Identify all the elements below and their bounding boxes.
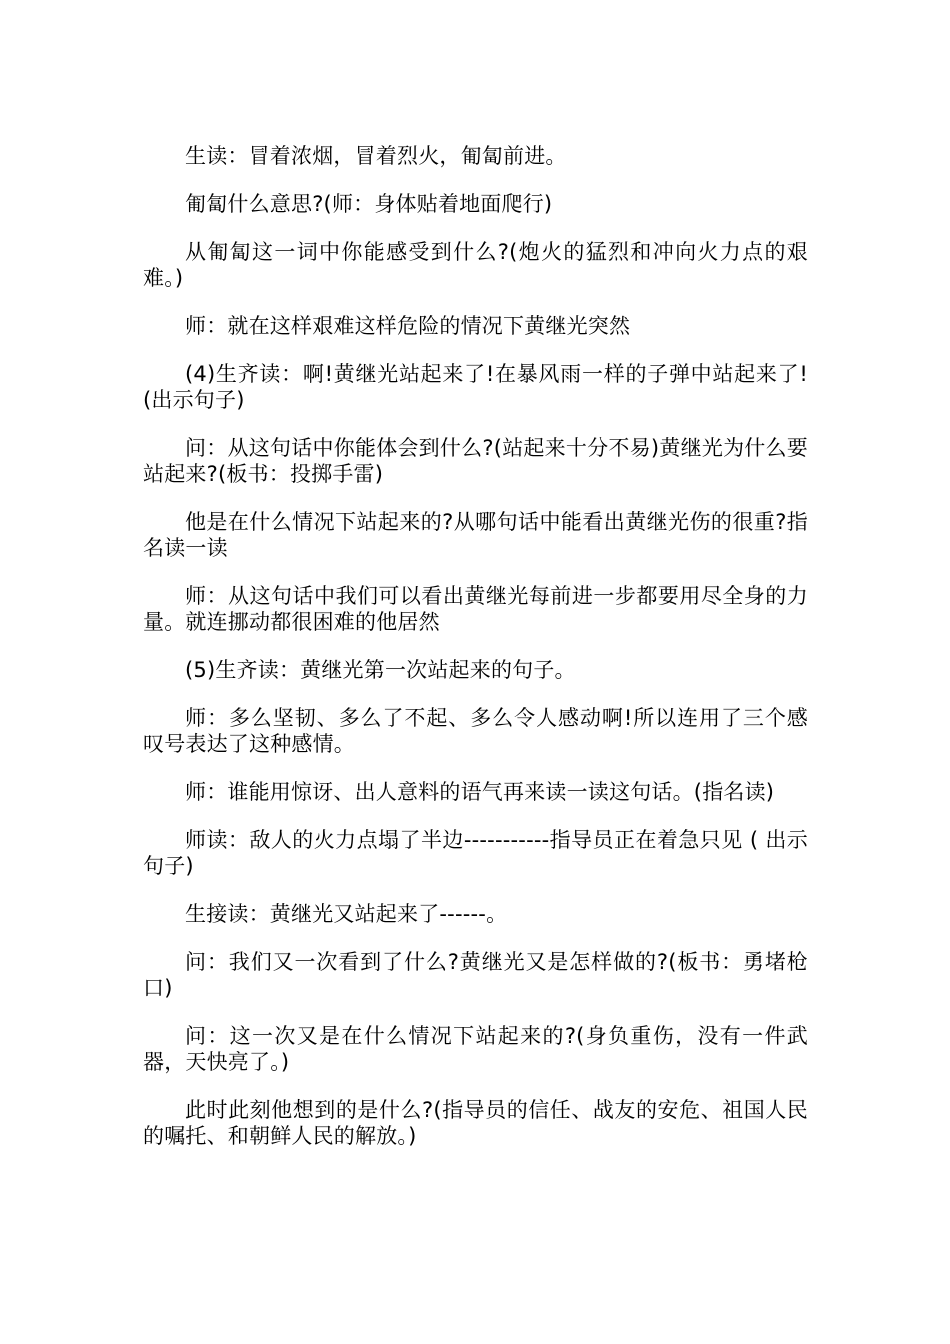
paragraph-1: 生读：冒着浓烟，冒着烈火，匍匐前进。 (185, 144, 567, 168)
paragraph-13: 生接读：黄继光又站起来了------。 (185, 902, 508, 926)
document-body (143, 143, 808, 1171)
paragraph-3: 从匍匐这一词中你能感受到什么?(炮火的猛烈和冲向火力点的艰难。) (143, 240, 808, 290)
paragraph-12: 师读：敌人的火力点塌了半边-----------指导员正在着急只见 ( 出示句子) (143, 828, 808, 878)
paragraph-16: 此时此刻他想到的是什么?(指导员的信任、战友的安危、祖国人民的嘱托、和朝鲜人民的解放。) (143, 1098, 808, 1148)
paragraph-2: 匍匐什么意思?(师：身体贴着地面爬行) (185, 192, 553, 216)
paragraph-6: 问：从这句话中你能体会到什么?(站起来十分不易)黄继光为什么要站起来?(板书：投掷手雷) (143, 436, 808, 486)
paragraph-10: 师：多么坚韧、多么了不起、多么令人感动啊!所以连用了三个感叹号表达了这种感情。 (143, 706, 808, 756)
paragraph-11: 师：谁能用惊讶、出人意料的语气再来读一读这句话。(指名读) (185, 780, 775, 804)
paragraph-7: 他是在什么情况下站起来的?从哪句话中能看出黄继光伤的很重?指名读一读 (143, 510, 808, 560)
paragraph-5: (4)生齐读：啊!黄继光站起来了!在暴风雨一样的子弹中站起来了!(出示句子) (143, 362, 808, 412)
paragraph-15: 问：这一次又是在什么情况下站起来的?(身负重伤，没有一件武器，天快亮了。) (143, 1024, 808, 1074)
paragraph-9: (5)生齐读：黄继光第一次站起来的句子。 (185, 658, 576, 682)
paragraph-8: 师：从这句话中我们可以看出黄继光每前进一步都要用尽全身的力量。就连挪动都很困难的他居然 (143, 584, 808, 634)
paragraph-14: 问：我们又一次看到了什么?黄继光又是怎样做的?(板书：勇堵枪口) (143, 950, 808, 1000)
paragraph-4: 师：就在这样艰难这样危险的情况下黄继光突然 (185, 314, 631, 338)
